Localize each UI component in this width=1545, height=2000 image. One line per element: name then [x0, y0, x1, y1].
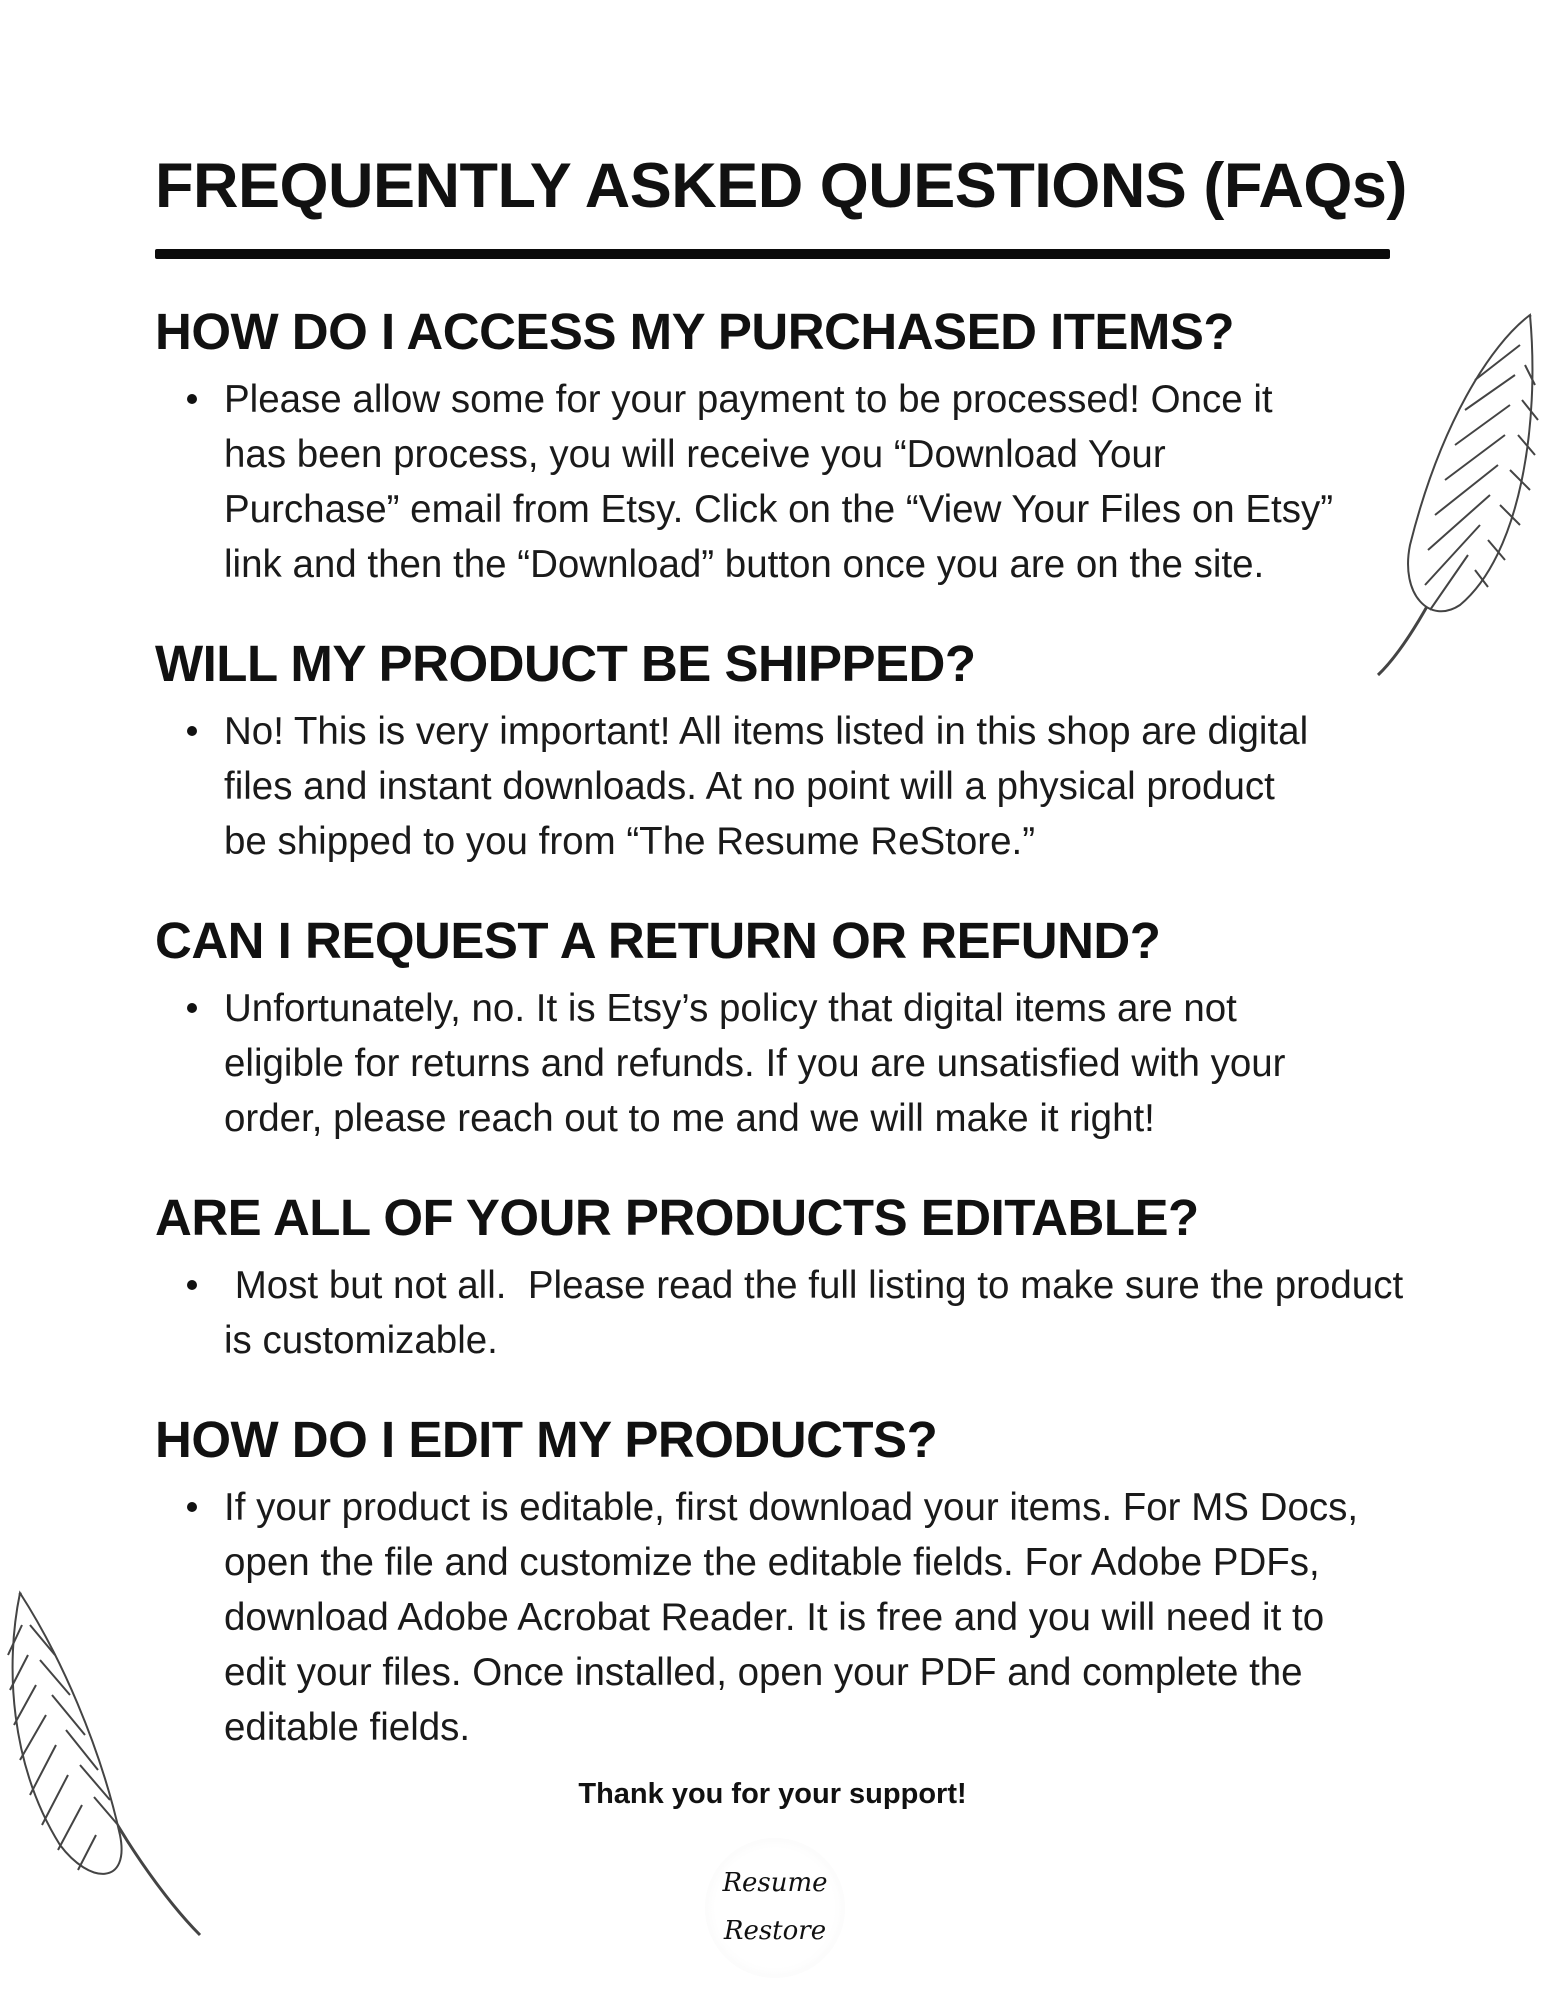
- answer-line: Purchase” email from Etsy. Click on the “View Your Files on Etsy”: [224, 488, 1334, 531]
- logo: [705, 1838, 845, 1978]
- faq-section-edit-how: [155, 1410, 1485, 1755]
- answer-line: open the file and customize the editable fields. For Adobe PDFs,: [224, 1541, 1320, 1584]
- faq-answer-list: [155, 704, 1485, 869]
- answer-line: is customizable.: [224, 1319, 498, 1362]
- faq-answer-list: [155, 1480, 1485, 1755]
- title-divider: [155, 249, 1390, 259]
- answer-line: If your product is editable, first download your items. For MS Docs,: [224, 1486, 1359, 1529]
- answer-line: editable fields.: [224, 1706, 471, 1749]
- answer-line: Most but not all. Please read the full listing to make sure the product: [224, 1264, 1404, 1307]
- bullet-icon: [187, 1003, 197, 1013]
- faq-answer-item: [224, 372, 1485, 592]
- faq-section-refund: [155, 911, 1485, 1146]
- page-title: FREQUENTLY ASKED QUESTIONS (FAQs): [155, 151, 1407, 221]
- faq-section-shipping: [155, 634, 1485, 869]
- faq-answer-item: [224, 1258, 1485, 1368]
- bullet-icon: [187, 1502, 197, 1512]
- answer-line: Please allow some for your payment to be processed! Once it: [224, 378, 1273, 421]
- faq-question: HOW DO I EDIT MY PRODUCTS?: [155, 1411, 938, 1468]
- answer-line: No! This is very important! All items listed in this shop are digital: [224, 710, 1309, 753]
- faq-answer-item: [224, 704, 1485, 869]
- answer-line: Unfortunately, no. It is Etsy’s policy that digital items are not: [224, 987, 1237, 1030]
- bullet-icon: [187, 726, 197, 736]
- bullet-icon: [187, 1280, 197, 1290]
- logo-text-bottom: Restore: [723, 1916, 827, 1946]
- faq-answer-list: [155, 1258, 1485, 1368]
- faq-answer-list: [155, 372, 1485, 592]
- feather-icon: [1370, 305, 1545, 685]
- answer-line: has been process, you will receive you “Download Your: [224, 433, 1166, 476]
- answer-line: order, please reach out to me and we will make it right!: [224, 1097, 1155, 1140]
- answer-line: link and then the “Download” button once you are on the site.: [224, 543, 1265, 586]
- answer-line: be shipped to you from “The Resume ReStore.”: [224, 820, 1036, 863]
- answer-line: files and instant downloads. At no point will a physical product: [224, 765, 1275, 808]
- faq-answer-item: [224, 981, 1485, 1146]
- bullet-icon: [187, 394, 197, 404]
- answer-line: eligible for returns and refunds. If you are unsatisfied with your: [224, 1042, 1286, 1085]
- faq-question: ARE ALL OF YOUR PRODUCTS EDITABLE?: [155, 1189, 1199, 1246]
- answer-line: edit your files. Once installed, open your PDF and complete the: [224, 1651, 1303, 1694]
- faq-answer-item: [224, 1480, 1485, 1755]
- faq-section-editable: [155, 1188, 1485, 1368]
- thank-you-note: Thank you for your support!: [578, 1778, 967, 1810]
- answer-line: download Adobe Acrobat Reader. It is free and you will need it to: [224, 1596, 1325, 1639]
- faq-answer-list: [155, 981, 1485, 1146]
- faq-question: CAN I REQUEST A RETURN OR REFUND?: [155, 912, 1161, 969]
- faq-question: WILL MY PRODUCT BE SHIPPED?: [155, 635, 976, 692]
- faq-section-access: [155, 302, 1485, 592]
- logo-text-top: Resume: [722, 1868, 828, 1898]
- faq-question: HOW DO I ACCESS MY PURCHASED ITEMS?: [155, 303, 1235, 360]
- feather-icon: [0, 1585, 210, 1945]
